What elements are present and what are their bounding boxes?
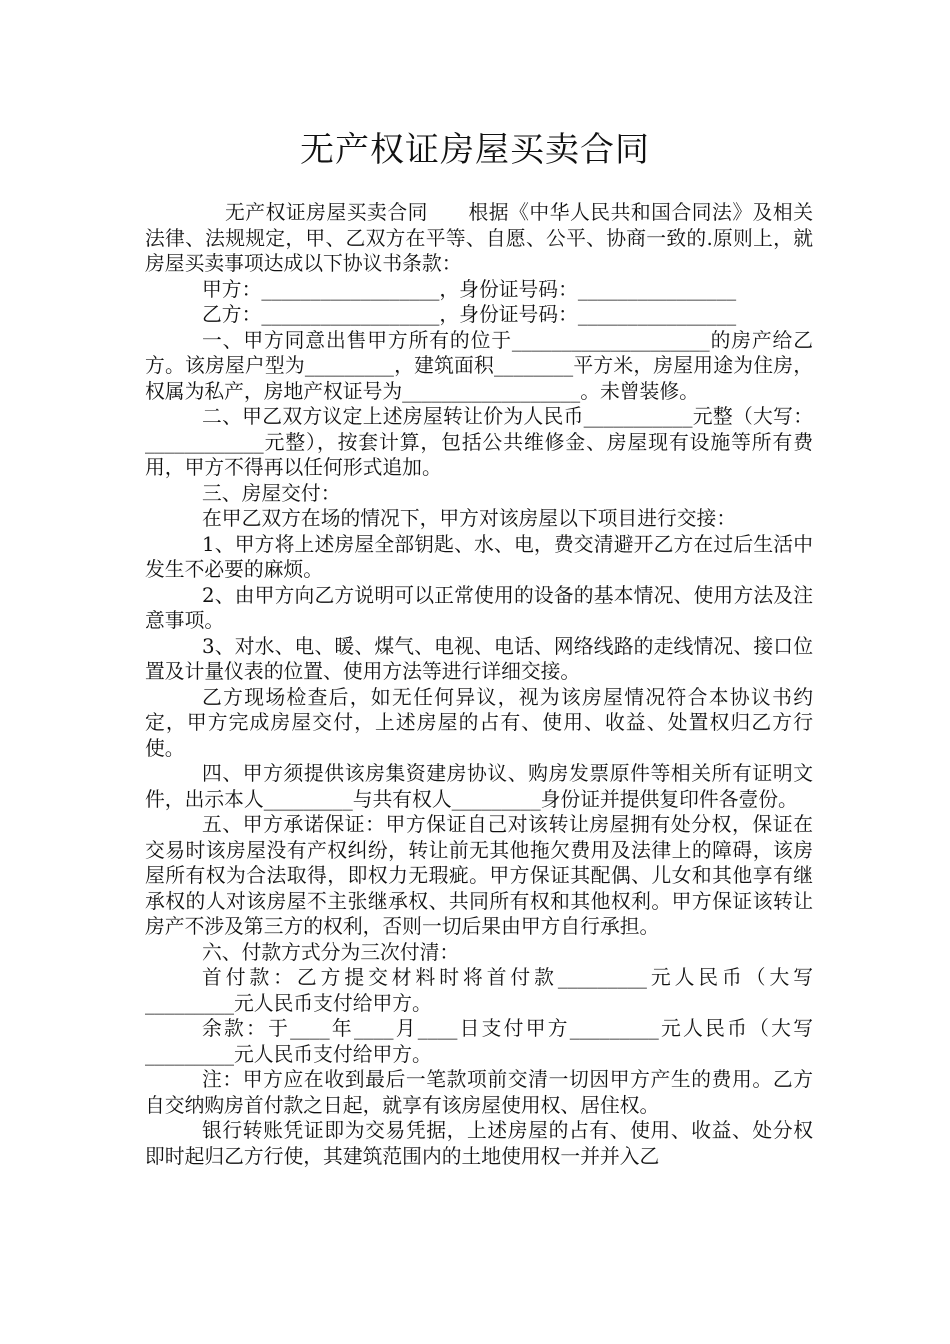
clause-3-intro: 在甲乙双方在场的情况下，甲方对该房屋以下项目进行交接： [202,507,737,530]
clause-5: 五、甲方承诺保证：甲方保证自己对该转让房屋拥有处分权，保证在交易时该房屋没有产权纠纷，转让前无其他拖欠费用及法律上的障碍，该房屋所有权为合法取得，即权力无瑕疵。甲方保证其配偶、儿女和其他享有继承权的人对该房屋不主张继承权、共同所有权和其他权利。甲方保证该转让房产不涉及第三方的权利，否则一切后果由甲方自行承担。 [145,813,813,938]
clause-3-item-2: 2、由甲方向乙方说明可以正常使用的设备的基本情况、使用方法及注意事项。 [145,583,813,632]
document-title: 无产权证房屋买卖合同 [300,130,650,170]
down-payment-line: 首付款：乙方提交材料时将首付款_________元人民币（大写_________元人民币支付给甲方。 [145,966,813,1015]
bank-transfer-paragraph: 银行转账凭证即为交易凭据，上述房屋的占有、使用、收益、处分权即时起归乙方行使，其建筑范围内的土地使用权一并并入乙 [145,1119,813,1168]
payment-note: 注：甲方应在收到最后一笔款项前交清一切因甲方产生的费用。乙方自交纳购房首付款之日起，就享有该房屋使用权、居住权。 [145,1068,813,1117]
clause-2: 二、甲乙双方议定上述房屋转让价为人民币___________元整（大写：____________元整），按套计算，包括公共维修金、房屋现有设施等所有费用，甲方不得再以任何形式追加。 [145,405,813,479]
clause-3-item-1: 1、甲方将上述房屋全部钥匙、水、电，费交清避开乙方在过后生活中发生不必要的麻烦。 [145,532,813,581]
balance-payment-line: 余款：于____年____月____日支付甲方_________元人民币（大写_________元人民币支付给甲方。 [145,1017,813,1066]
intro-paragraph: 无产权证房屋买卖合同 根据《中华人民共和国合同法》及相关法律、法规规定，甲、乙双方在平等、自愿、公平、协商一致的.原则上，就房屋买卖事项达成以下协议书条款： [145,201,813,275]
clause-1: 一、甲方同意出售甲方所有的位于____________________的房产给乙方。该房屋户型为_________，建筑面积________平方米，房屋用途为住房，权属为私产，房地产权证号为__________________。未曾装修。 [145,328,813,403]
party-a-line: 甲方：__________________，身份证号码：________________ [202,277,737,301]
party-b-line: 乙方：__________________，身份证号码：________________ [202,303,737,326]
clause-4: 四、甲方须提供该房集资建房协议、购房发票原件等相关所有证明文件，出示本人_________与共有权人_________身份证并提供复印件各壹份。 [145,762,813,811]
clause-6-heading: 六、付款方式分为三次付清： [202,940,460,964]
document-body [145,200,813,1169]
clause-3-item-3: 3、对水、电、暖、煤气、电视、电话、网络线路的走线情况、接口位置及计量仪表的位置、使用方法等进行详细交接。 [145,634,813,683]
clause-3-heading: 三、房屋交付： [202,481,341,505]
clause-3-inspection: 乙方现场检查后，如无任何异议，视为该房屋情况符合本协议书约定，甲方完成房屋交付，上述房屋的占有、使用、收益、处置权归乙方行使。 [145,685,813,760]
